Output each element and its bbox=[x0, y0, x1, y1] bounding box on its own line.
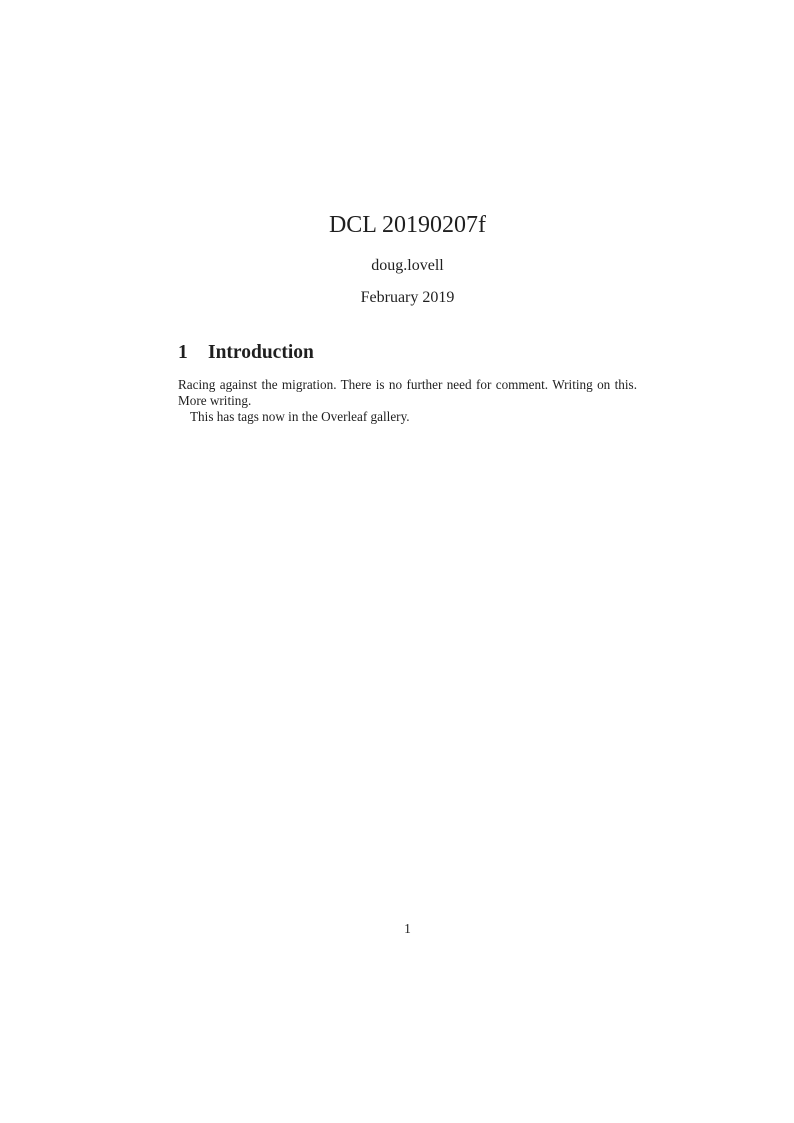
section-title: Introduction bbox=[208, 342, 314, 363]
page-number: 1 bbox=[404, 921, 411, 936]
document-title: DCL 20190207f bbox=[328, 212, 487, 238]
paragraph: This has tags now in the Overleaf gallery. bbox=[190, 409, 410, 424]
section-number: 1 bbox=[178, 342, 188, 363]
section-body bbox=[178, 377, 637, 425]
document-date: February 2019 bbox=[360, 289, 455, 306]
document-author: doug.lovell bbox=[371, 257, 444, 274]
text-column bbox=[178, 0, 637, 1123]
section-heading bbox=[178, 341, 314, 364]
paragraph: Racing against the migration. There is no further need for comment. Writing on this. More writing. bbox=[178, 377, 637, 408]
